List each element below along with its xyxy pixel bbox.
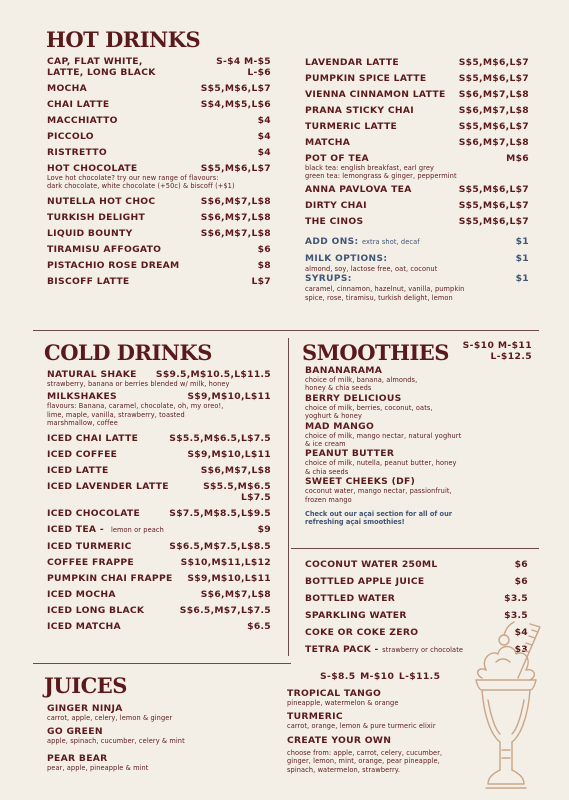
menu-item: BANANARAMA bbox=[305, 365, 383, 376]
syrups-detail: caramel, cinnamon, hazelnut, vanilla, pumpkin bbox=[305, 285, 465, 294]
menu-item: PEAR BEAR bbox=[47, 752, 108, 764]
menu-item: DIRTY CHAI S$5,M$6,L$7 bbox=[305, 199, 529, 211]
smoothies-title: SMOOTHIES bbox=[302, 340, 449, 365]
smoothies-sizes: S-$10 M-$11 L-$12.5 bbox=[462, 340, 532, 362]
milk-options: MILK OPTIONS: $1 bbox=[305, 252, 529, 264]
hot-drinks-right-column bbox=[305, 57, 529, 302]
menu-item: LIQUID BOUNTY S$6,M$7,L$8 bbox=[47, 227, 271, 239]
item-description: & ice cream bbox=[305, 440, 346, 449]
menu-item: MACCHIATTO $4 bbox=[47, 115, 271, 126]
menu-item: GINGER NINJA bbox=[47, 703, 123, 714]
item-description: Love hot chocolate? try our new range of flavours: bbox=[47, 174, 219, 182]
add-ons: ADD ONS: extra shot, decaf $1 bbox=[305, 235, 529, 247]
smoothies-list bbox=[305, 365, 533, 527]
item-description: coconut water, mango nectar, passionfruit, bbox=[305, 487, 452, 496]
divider bbox=[33, 330, 539, 331]
item-description: honey & chia seeds bbox=[305, 384, 372, 393]
divider bbox=[288, 338, 289, 656]
menu-item: ICED CHOCOLATE S$7.5,M$8.5,L$9.5 bbox=[47, 507, 271, 519]
item-description: black tea: english breakfast, earl grey bbox=[305, 164, 434, 172]
milk-options-detail: almond, soy, lactose free, oat, coconut bbox=[305, 264, 438, 273]
juices-left-column bbox=[47, 703, 277, 772]
menu-item: COFFEE FRAPPE S$10,M$11,L$12 bbox=[47, 556, 271, 568]
menu-item: TIRAMISU AFFOGATO $6 bbox=[47, 243, 271, 255]
hot-drinks-title: HOT DRINKS bbox=[46, 27, 201, 52]
menu-item: ICED MATCHA $6.5 bbox=[47, 620, 271, 632]
menu-item: LAVENDAR LATTE S$5,M$6,L$7 bbox=[305, 57, 529, 68]
menu-item: VIENNA CINNAMON LATTE S$6,M$7,L$8 bbox=[305, 89, 529, 100]
menu-item: BOTTLED APPLE JUICE $6 bbox=[305, 576, 528, 587]
acai-note: refreshing açai smoothies! bbox=[305, 518, 405, 527]
menu-item: LATTE, LONG BLACK L-$6 bbox=[47, 67, 271, 78]
item-description: choice of milk, berries, coconut, oats, bbox=[305, 403, 433, 412]
menu-item: CAP, FLAT WHITE, S-$4 M-$5 bbox=[47, 56, 271, 67]
menu-item: TURKISH DELIGHT S$6,M$7,L$8 bbox=[47, 211, 271, 223]
menu-item: BOTTLED WATER $3.5 bbox=[305, 593, 528, 604]
item-description: marshmallow, coffee bbox=[47, 419, 118, 428]
hot-drinks-left-column bbox=[47, 56, 271, 287]
item-description: lime, maple, vanilla, strawberry, toasted bbox=[47, 410, 185, 419]
item-description: green tea: lemongrass & ginger, peppermint bbox=[305, 172, 457, 181]
menu-item: TROPICAL TANGO bbox=[287, 688, 382, 699]
item-description: spinach, watermelon, strawberry. bbox=[287, 765, 401, 774]
menu-item: CHAI LATTE S$4,M$5,L$6 bbox=[47, 99, 271, 110]
menu-item: NATURAL SHAKE S$9.5,M$10.5,L$11.5 bbox=[47, 369, 271, 380]
menu-item: THE CINOS S$5,M$6,L$7 bbox=[305, 215, 529, 227]
menu-item: NUTELLA HOT CHOC S$6,M$7,L$8 bbox=[47, 195, 271, 207]
item-description: choice of milk, nutella, peanut butter, honey bbox=[305, 459, 457, 468]
menu-item: ICED LATTE S$6,M$7,L$8 bbox=[47, 464, 271, 476]
item-description: choice of milk, mango nectar, natural yoghurt bbox=[305, 431, 462, 440]
syrups: SYRUPS: $1 bbox=[305, 273, 529, 285]
menu-item: ICED LONG BLACK S$6.5,M$7,L$7.5 bbox=[47, 604, 271, 616]
item-description: choose from: apple, carrot, celery, cucumber, bbox=[287, 748, 443, 757]
menu-item: BISCOFF LATTE L$7 bbox=[47, 275, 271, 287]
divider bbox=[291, 548, 539, 549]
menu-item: CREATE YOUR OWN bbox=[287, 734, 392, 746]
menu-item: TETRA PACK - strawberry or chocolate $3 bbox=[305, 644, 528, 655]
menu-item: SPARKLING WATER $3.5 bbox=[305, 610, 528, 621]
menu-item: ICED MOCHA S$6,M$7,L$8 bbox=[47, 588, 271, 600]
menu-item: ICED TEA - lemon or peach $9 bbox=[47, 523, 271, 535]
menu-item: PEANUT BUTTER bbox=[305, 448, 395, 460]
item-description: flavours: Banana, caramel, chocolate, oh, my oreo!, bbox=[47, 402, 224, 411]
menu-item: ICED COFFEE S$9,M$10,L$11 bbox=[47, 448, 271, 460]
item-description: carrot, apple, celery, lemon & ginger bbox=[47, 714, 173, 722]
menu-item-price-cont: L$7.5 bbox=[240, 491, 271, 503]
menu-item: MILKSHAKES S$9,M$10,L$11 bbox=[47, 391, 271, 403]
item-description: pineapple, watermelon & orange bbox=[287, 699, 399, 707]
item-description: choice of milk, banana, almonds, bbox=[305, 376, 418, 384]
cold-drinks-list bbox=[47, 369, 271, 632]
menu-item: GO GREEN bbox=[47, 726, 103, 738]
menu-item: BERRY DELICIOUS bbox=[305, 392, 402, 404]
item-description: ginger, lemon, mint, orange, pear pineapple, bbox=[287, 757, 440, 766]
menu-item: PICCOLO $4 bbox=[47, 131, 271, 142]
item-description: carrot, orange, lemon & pure turmeric elixir bbox=[287, 722, 436, 731]
menu-item: PRANA STICKY CHAI S$6,M$7,L$8 bbox=[305, 105, 529, 116]
menu-item: COKE OR COKE ZERO $4 bbox=[305, 627, 528, 638]
milkshake-glass-icon bbox=[458, 618, 548, 798]
juices-sizes: S-$8.5 M-$10 L-$11.5 bbox=[320, 671, 441, 682]
menu-item: MATCHA S$6,M$7,L$8 bbox=[305, 137, 529, 148]
item-description: & chia seeds bbox=[305, 467, 349, 476]
item-description: frozen mango bbox=[305, 495, 352, 504]
item-description: apple, spinach, cucumber, celery & mint bbox=[47, 737, 185, 746]
cold-drinks-title: COLD DRINKS bbox=[44, 340, 212, 365]
divider bbox=[33, 663, 291, 664]
syrups-detail: spice, rose, tiramisu, turkish delight, lemon bbox=[305, 293, 453, 302]
menu-item: PISTACHIO ROSE DREAM $8 bbox=[47, 259, 271, 271]
menu-item: ANNA PAVLOVA TEA S$5,M$6,L$7 bbox=[305, 183, 529, 195]
menu-item: HOT CHOCOLATE S$5,M$6,L$7 bbox=[47, 163, 271, 174]
menu-item: ICED LAVENDER LATTE S$5.5,M$6.5 bbox=[47, 480, 271, 492]
menu-item: COCONUT WATER 250ML $6 bbox=[305, 559, 528, 570]
menu-item: MAD MANGO bbox=[305, 420, 375, 432]
menu-item: SWEET CHEEKS (DF) bbox=[305, 476, 416, 488]
item-description: pear, apple, pineapple & mint bbox=[47, 763, 149, 772]
acai-note: Check out our açai section for all of our bbox=[305, 510, 453, 519]
menu-item: RISTRETTO $4 bbox=[47, 147, 271, 158]
menu-item: ICED CHAI LATTE S$5.5,M$6.5,L$7.5 bbox=[47, 432, 271, 444]
juices-right-column bbox=[287, 688, 487, 774]
juices-title: JUICES bbox=[44, 673, 127, 698]
menu-item: TURMERIC bbox=[287, 711, 343, 723]
menu-item: PUMPKIN CHAI FRAPPE S$9,M$10,L$11 bbox=[47, 572, 271, 584]
item-description: yoghurt & honey bbox=[305, 412, 362, 421]
menu-item: ICED TURMERIC S$6.5,M$7.5,L$8.5 bbox=[47, 540, 271, 552]
menu-item: POT OF TEA M$6 bbox=[305, 153, 529, 164]
menu-item: PUMPKIN SPICE LATTE S$5,M$6,L$7 bbox=[305, 73, 529, 84]
item-description: strawberry, banana or berries blended w/ milk, honey bbox=[47, 380, 230, 388]
menu-item: TURMERIC LATTE S$5,M$6,L$7 bbox=[305, 121, 529, 132]
item-description: dark chocolate, white chocolate (+50c) & biscoff (+$1) bbox=[47, 182, 235, 191]
menu-item: MOCHA S$5,M$6,L$7 bbox=[47, 83, 271, 94]
